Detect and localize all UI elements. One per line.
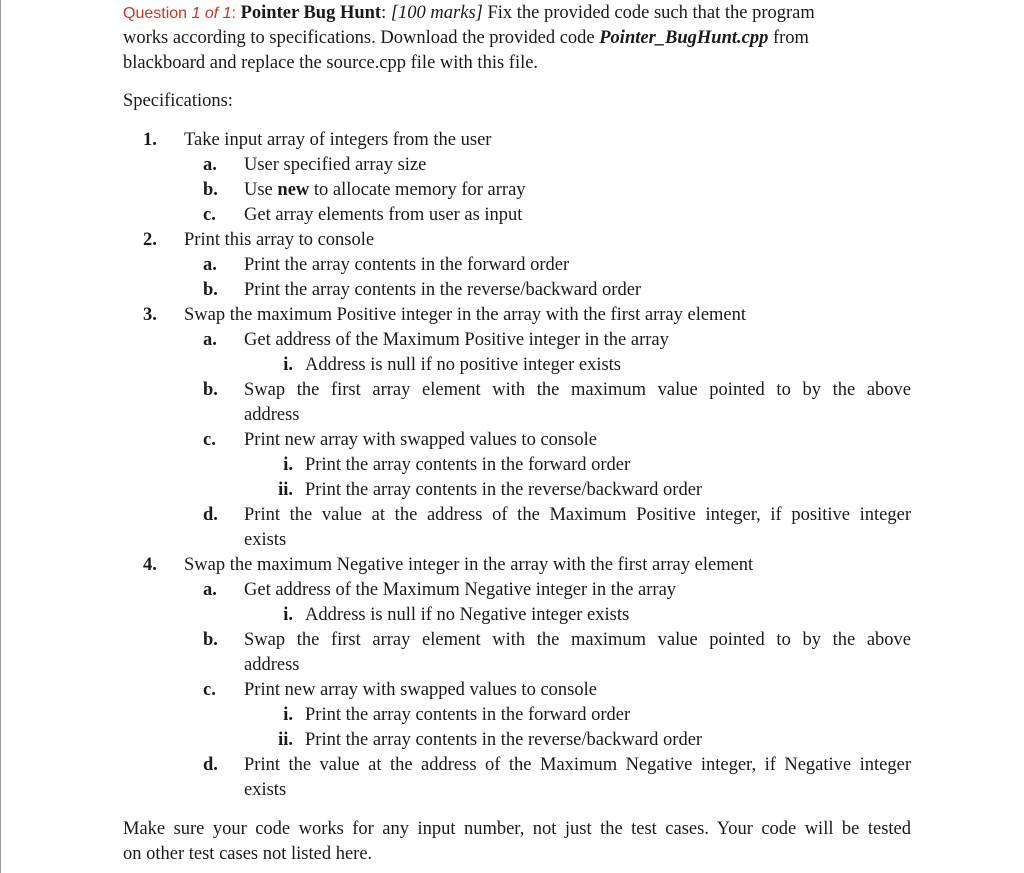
question-marks: [100 marks] (390, 3, 483, 23)
question-title: Pointer Bug Hunt (240, 3, 382, 23)
question-header-line: Question 1 of 1: Pointer Bug Hunt: [100 marks] Fix the provided code such that the program (123, 3, 815, 23)
page-left-edge (0, 0, 1, 873)
question-label: Question 1 of 1: (123, 5, 236, 22)
spec-heading: Specifications: (123, 91, 233, 111)
intro-line-2: works according to specifications. Download the provided code Pointer_BugHunt.cpp from (123, 28, 809, 48)
footer-line-2: on other test cases not listed here. (123, 844, 373, 864)
intro-line-3: blackboard and replace the source.cpp file with this file. (123, 53, 539, 73)
filename: Pointer_BugHunt.cpp (599, 28, 769, 48)
footer-line-1: Make sure your code works for any input number, not just the test cases. Your code will be tested (123, 819, 911, 839)
